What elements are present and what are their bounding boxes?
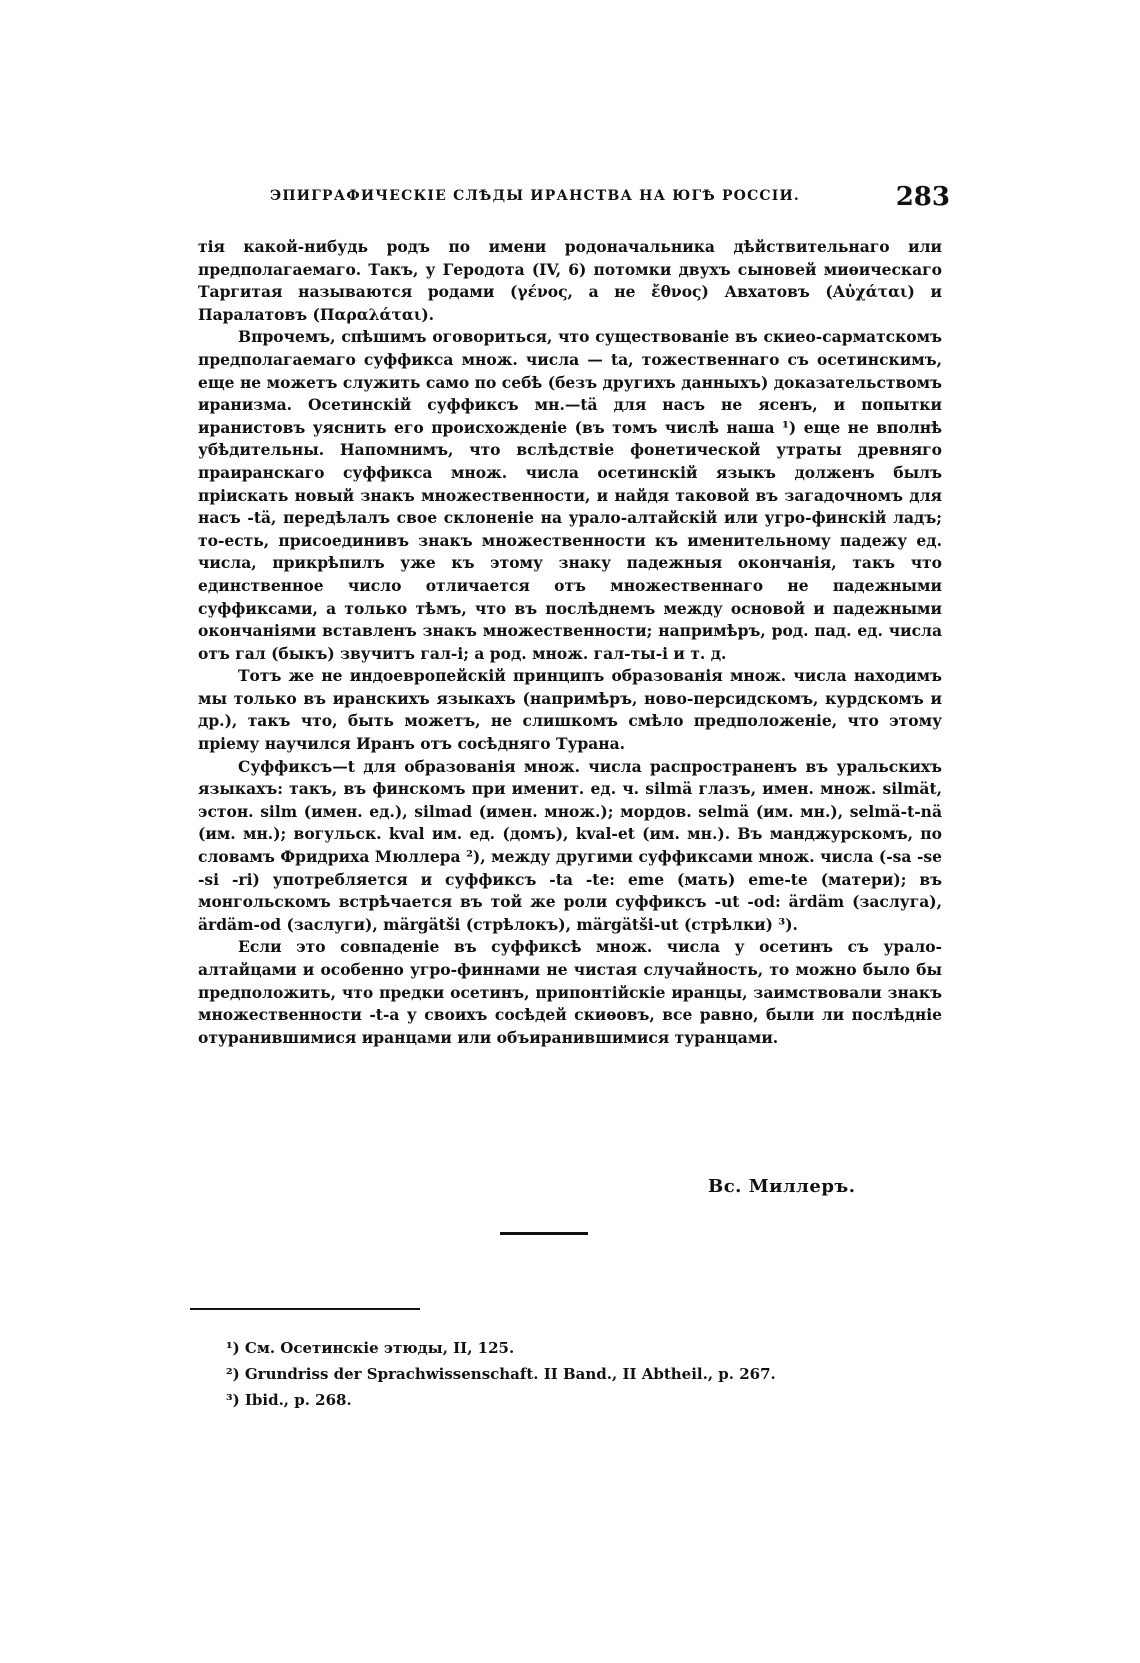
footnote: ³) Ibid., p. 268.	[226, 1391, 352, 1409]
paragraph: Впрочемъ, спѣшимъ оговориться, что существованіе въ скиео-сарматскомъ предполагаемаго суффикса множ. числа — ta, тожественнаго съ осетинскимъ, еще не можетъ служить само по себѣ (безъ другихъ данныхъ) доказательствомъ иранизма. Осетинскій суффиксъ мн.—tä для насъ не ясенъ, и попытки иранистовъ уяснить его происхожденіе (въ томъ числѣ наша ¹) еще не вполнѣ убѣдительны. Напомнимъ, что вслѣдствіе фонетической утраты древняго праиранскаго суффикса множ. числа осетинскій языкъ долженъ былъ пріискать новый знакъ множественности, и найдя таковой въ загадочномъ для насъ -tä, передѣлалъ свое склоненіе на урало-алтайскій или угро-финскій ладъ; то-есть, присоединивъ знакъ множественности къ именительному падежу ед. числа, прикрѣпилъ уже къ этому знаку падежныя окончанія, такъ что единственное число отличается отъ множественнаго не падежными суффиксами, а только тѣмъ, что въ послѣднемъ между основой и падежными окончаніями вставленъ знакъ множественности; напримѣръ, род. пад. ед. числа отъ гал (быкъ) звучитъ гал-і; а род. множ. гал-ты-і и т. д.	[198, 327, 942, 663]
footnote: ¹) См. Осетинскіе этюды, II, 125.	[226, 1339, 515, 1357]
author-signature: Вс. Миллеръ.	[708, 1176, 856, 1197]
footnote: ²) Grundriss der Sprachwissenschaft. II Band., II Abtheil., p. 267.	[226, 1365, 776, 1383]
end-of-article-rule	[500, 1232, 588, 1235]
paragraph: Суффиксъ—t для образованія множ. числа распространенъ въ уральскихъ языкахъ: такъ, въ финскомъ при именит. ед. ч. silmä глазъ, имен. множ. silmät, эстон. silm (имен. ед.), silmad (имен. множ.); мордов. selmä (им. мн.), selmä-t-nä (им. мн.); вогульск. kval им. ед. (домъ), kval-et (им. мн.). Въ манджурскомъ, по словамъ Фридриха Мюллера ²), между другими суффиксами множ. числа (-sa -se -si -ri) употребляется и суффиксъ -ta -te: eme (мать) eme-te (матери); въ монгольскомъ встрѣчается въ той же роли суффиксъ -ut -od: ärdäm (заслуга), ärdäm-od (заслуги), märgätši (стрѣлокъ), märgätši-ut (стрѣлки) ³).	[198, 756, 942, 934]
running-title: ЭПИГРАФИЧЕСКІЕ СЛѢДЫ ИРАНСТВА НА ЮГѢ РОССІИ.	[270, 188, 801, 204]
paragraph: Если это совпаденіе въ суффиксѣ множ. числа у осетинъ съ урало-алтайцами и особенно угро-финнами не чистая случайность, то можно было бы предположить, что предки осетинъ, припонтійскіе иранцы, заимствовали знакъ множественности -t-a у своихъ сосѣдей скиѳовъ, все равно, были ли послѣдніе отуранившимися иранцами или объиранившимися туранцами.	[198, 937, 942, 1047]
footnotes	[226, 1335, 926, 1413]
paragraph-continuation: тія какой-нибудь родъ по имени родоначальника дѣйствительнаго или предполагаемаго. Такъ, у Геродота (IV, 6) потомки двухъ сыновей миѳическаго Таргитая называются родами (γένος, а не ἔθνος) Авхатовъ (Αὐχάται) и Паралатовъ (Παραλάται).	[198, 237, 942, 324]
page-number: 283	[895, 182, 950, 212]
page-header	[270, 182, 950, 214]
article-body	[198, 236, 942, 1049]
footnote-separator	[190, 1308, 420, 1310]
paragraph: Тотъ же не индоевропейскій принципъ образованія множ. числа находимъ мы только въ иранскихъ языкахъ (напримѣръ, ново-персидскомъ, курдскомъ и др.), такъ что, быть можетъ, не слишкомъ смѣло предположеніе, что этому пріему научился Иранъ отъ сосѣдняго Турана.	[198, 666, 942, 754]
